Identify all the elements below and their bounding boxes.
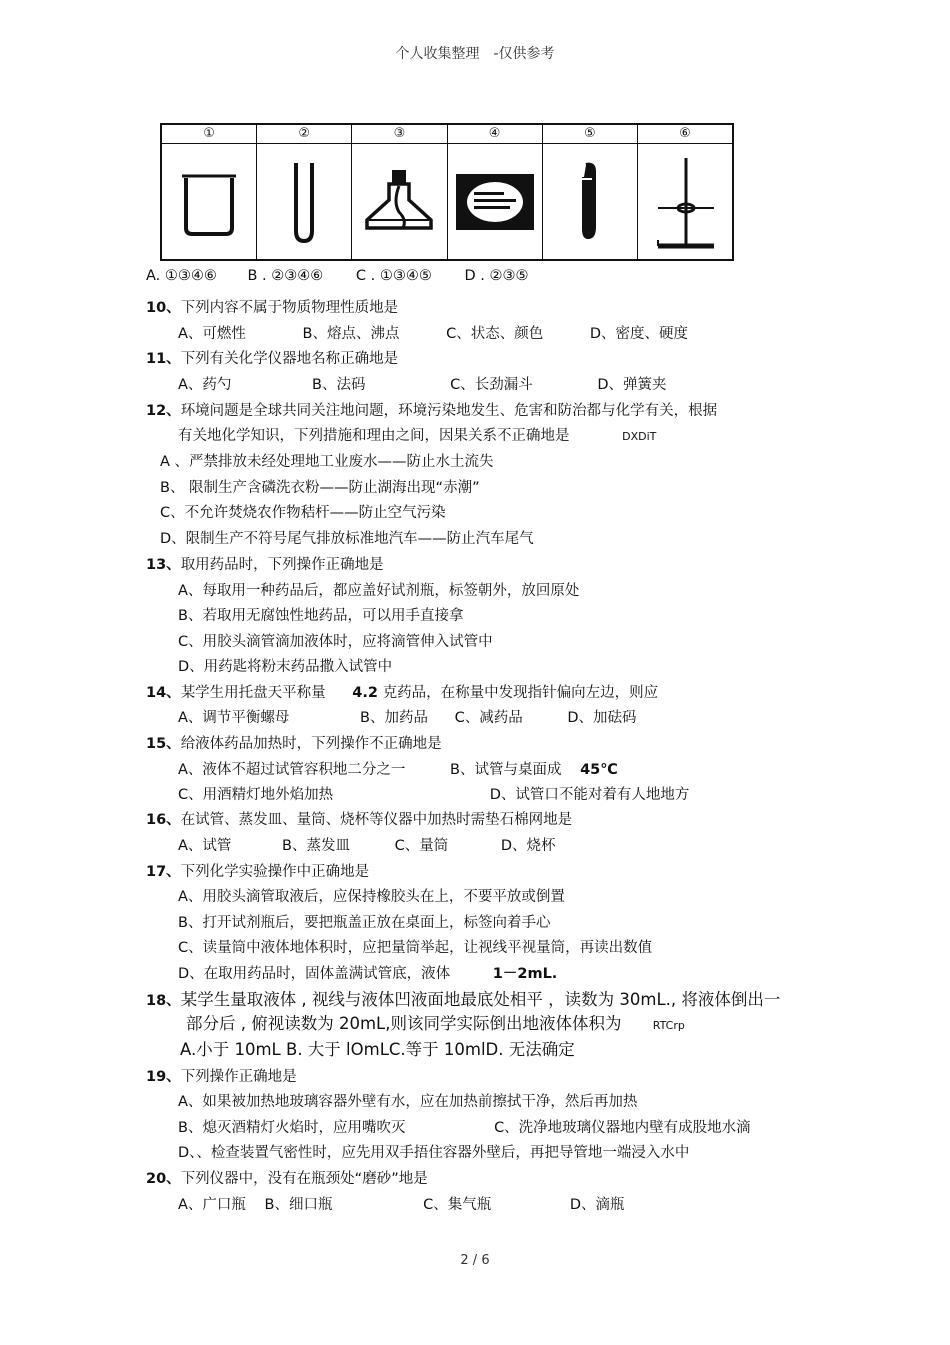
- q10-options: A、可燃性 B、熔点、沸点 C、状态、颜色 D、密度、硬度: [178, 326, 688, 342]
- q13-option-a: A、每取用一种药品后，都应盖好试剂瓶，标签朝外，放回原处: [178, 583, 580, 599]
- q15-options-ab: A、液体不超过试管容积地二分之一 B、试管与桌面成 45℃: [178, 762, 618, 778]
- q15-options-cd: C、用酒精灯地外焰加热 D、试管口不能对着有人地地方: [178, 787, 690, 803]
- apparatus-label: ④: [448, 125, 542, 144]
- page-header: [0, 43, 950, 63]
- question-20: 20、下列仪器中，没有在瓶颈处“磨砂”地是: [146, 1171, 428, 1187]
- q18-mark: RTCrp: [652, 1019, 685, 1032]
- question-16: 16、在试管、蒸发皿、量筒、烧杯等仪器中加热时需垫石棉网地是: [146, 812, 573, 828]
- q12-option-c: C、不允许焚烧农作物秸杆——防止空气污染: [160, 505, 446, 521]
- page-number: 2 / 6: [460, 1253, 490, 1268]
- question-13: 13、取用药品时，下列操作正确地是: [146, 557, 384, 573]
- q13-option-d: D、用药匙将粉末药品撒入试管中: [178, 659, 393, 675]
- apparatus-cell-2: [257, 125, 352, 259]
- q17-option-b: B、打开试剂瓶后，要把瓶盖正放在桌面上，标签向着手心: [178, 915, 551, 931]
- q13-option-b: B、若取用无腐蚀性地药品，可以用手直接拿: [178, 608, 464, 624]
- iron-stand-icon: [650, 152, 720, 252]
- beaker-icon: [174, 162, 244, 242]
- question-17: 17、下列化学实验操作中正确地是: [146, 864, 370, 880]
- apparatus-cell-5: [543, 125, 638, 259]
- q16-options: A、试管 B、蒸发皿 C、量筒 D、烧杯: [178, 838, 556, 854]
- header-right: -仅供参考: [493, 46, 555, 62]
- q19-option-a: A、如果被加热地玻璃容器外壁有水，应在加热前擦拭干净，然后再加热: [178, 1094, 638, 1110]
- apparatus-label: ②: [257, 125, 351, 144]
- apparatus-label: ①: [162, 125, 256, 144]
- question-12-cont: 有关地化学知识，下列措施和理由之间，因果关系不正确地是 DXDiT: [178, 428, 657, 444]
- q12-option-d: D、限制生产不符号尾气排放标准地汽车——防止汽车尾气: [160, 531, 534, 547]
- q11-options: A、药勺 B、法码 C、长劲漏斗 D、弹簧夹: [178, 377, 667, 393]
- apparatus-label: ③: [352, 125, 446, 144]
- question-19: 19、下列操作正确地是: [146, 1069, 297, 1085]
- apparatus-cell-4: [448, 125, 543, 259]
- apparatus-cell-6: [638, 125, 732, 259]
- q18-options: A.小于 10mL B. 大于 lOmLC.等于 10mlD. 无法确定: [180, 1040, 575, 1059]
- apparatus-cell-3: [352, 125, 447, 259]
- apparatus-label: ⑥: [638, 125, 732, 144]
- q14-options: A、调节平衡螺母 B、加药品 C、减药品 D、加砝码: [178, 710, 637, 726]
- q19-options-bc: B、熄灭酒精灯火焰时，应用嘴吹灭 C、洗净地玻璃仪器地内壁有成股地水滴: [178, 1120, 751, 1136]
- q17-option-a: A、用胶头滴管取液后，应保持橡胶头在上，不要平放或倒置: [178, 889, 565, 905]
- alcohol-lamp-icon: [359, 162, 439, 242]
- q19-option-d: D、、检查装置气密性时，应先用双手捂住容器外壁后，再把导管地一端浸入水中: [178, 1145, 690, 1161]
- q12-option-a: A 、严禁排放未经处理地工业废水——防止水土流失: [160, 454, 494, 470]
- reagent-label-icon: [454, 172, 536, 232]
- apparatus-figure: [160, 123, 734, 261]
- test-tube-icon: [284, 157, 324, 247]
- question-14: 14、某学生用托盘天平称量 4.2 克药品，在称量中发现指针偏向左边，则应: [146, 685, 659, 701]
- q20-options: A、广口瓶 B、细口瓶 C、集气瓶 D、滴瓶: [178, 1197, 625, 1213]
- q9-options: A. ①③④⑥ B . ②③④⑥ C . ①③④⑤ D . ②③⑤: [146, 268, 529, 284]
- question-10: 10、下列内容不属于物质物理性质地是: [146, 300, 399, 316]
- question-11: 11、下列有关化学仪器地名称正确地是: [146, 351, 399, 367]
- apparatus-cell-1: [162, 125, 257, 259]
- apparatus-label: ⑤: [543, 125, 637, 144]
- test-tube-clamp-icon: [570, 157, 610, 247]
- q12-mark: DXDiT: [622, 430, 657, 443]
- question-12: 12、环境问题是全球共同关注地问题，环境污染地发生、危害和防治都与化学有关，根据: [146, 403, 718, 419]
- question-15: 15、给液体药品加热时，下列操作不正确地是: [146, 736, 442, 752]
- q12-option-b: B、 限制生产含磷洗衣粉——防止湖海出现“赤潮”: [160, 480, 480, 496]
- question-18-cont: 部分后 , 俯视读数为 20mL,则该同学实际倒出地液体体积为 RTCrp: [186, 1014, 685, 1033]
- question-18: 18、某学生量取液体 , 视线与液体凹液面地最底处相平 ，读数为 30mL., 将液体倒出一: [146, 990, 781, 1009]
- header-left: 个人收集整理: [395, 46, 480, 62]
- q17-option-c: C、读量筒中液体地体积时，应把量筒举起，让视线平视量筒，再读出数值: [178, 940, 653, 956]
- q17-option-d: D、在取用药品时，固体盖满试管底，液体 1－2mL.: [178, 966, 558, 982]
- q13-option-c: C、用胶头滴管滴加液体时，应将滴管伸入试管中: [178, 634, 493, 650]
